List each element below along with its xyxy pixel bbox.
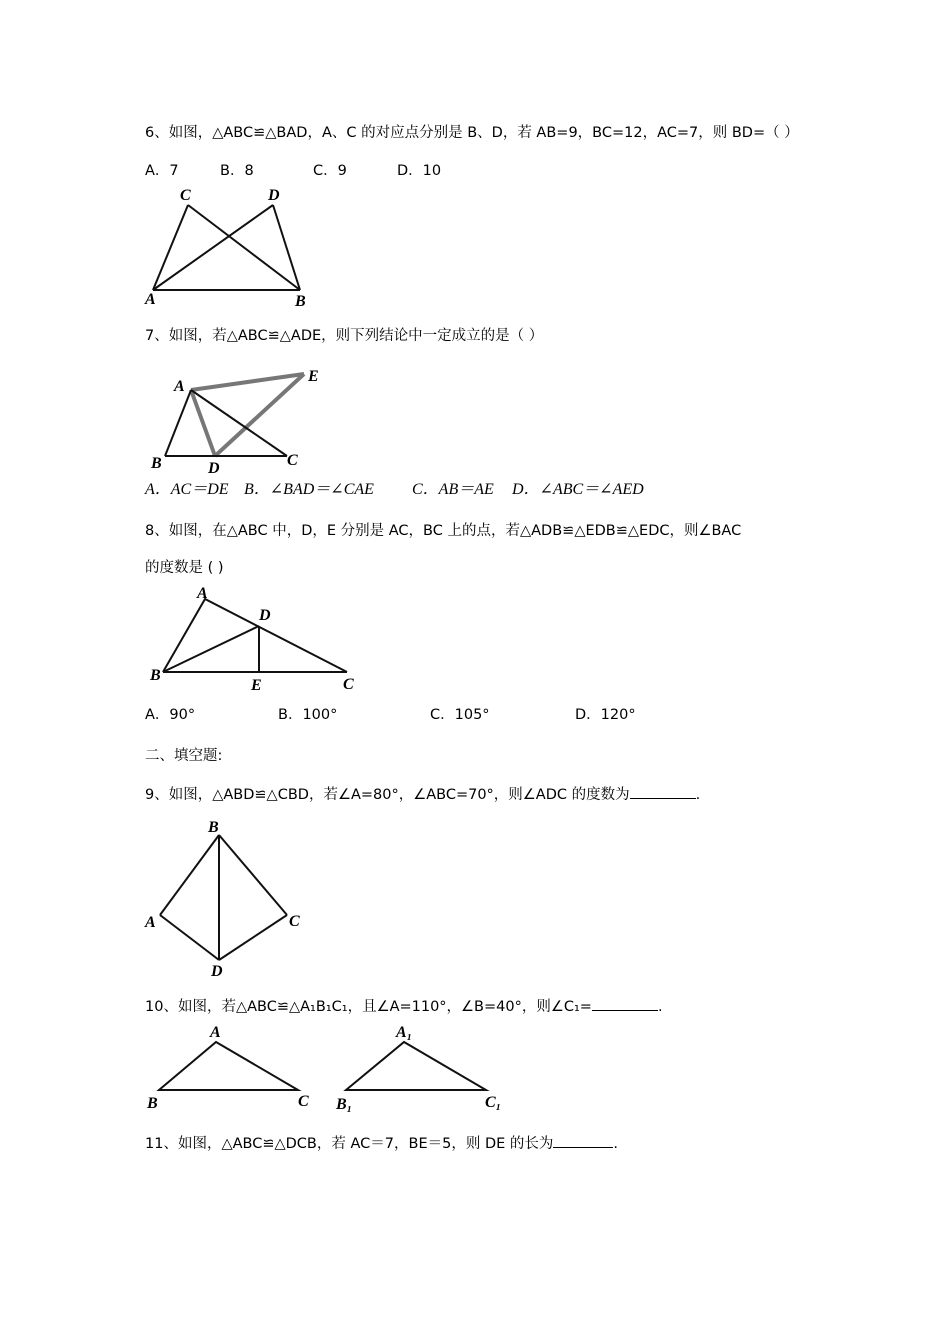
q8-option-a: A．90° <box>145 707 196 723</box>
q10-triangle-a1b1c1 <box>346 1042 486 1090</box>
q9-label-c: C <box>289 913 300 930</box>
q7-label-c: C <box>287 452 298 469</box>
q9-stem-end: . <box>695 787 701 803</box>
q6-label-d: D <box>268 187 280 204</box>
q8-option-b: B．100° <box>278 707 338 723</box>
q7-label-d: D <box>208 460 220 477</box>
q8-label-e: E <box>251 677 262 694</box>
q9-label-d: D <box>211 963 223 980</box>
q7-option-b-text: B．∠BAD＝∠CAE <box>244 481 374 498</box>
q8-stem-line1: 8、如图，在△ABC 中，D，E 分别是 AC，BC 上的点，若△ADB≌△EDB≌△EDC，则∠BAC <box>145 523 742 539</box>
q7-option-a-text: A．AC＝DE <box>145 481 229 498</box>
q9-stem-text: 9、如图，△ABD≌△CBD，若∠A=80°，∠ABC=70°，则∠ADC 的度数为 <box>145 787 630 803</box>
q10-label-c1: C₁ <box>485 1094 502 1111</box>
q10-stem-text: 10、如图，若△ABC≌△A₁B₁C₁，且∠A=110°，∠B=40°，则∠C₁= <box>145 999 592 1015</box>
q10-label-a1: A₁ <box>396 1024 413 1041</box>
q6-label-a: A <box>145 291 156 308</box>
q8-label-d: D <box>259 607 271 624</box>
q10-label-c: C <box>298 1093 309 1110</box>
q6-option-d: D．10 <box>397 163 442 179</box>
q10-label-a: A <box>210 1024 221 1041</box>
q8-label-b: B <box>150 667 161 684</box>
section-heading: 二、填空题: <box>145 748 223 764</box>
q8-label-c: C <box>343 676 354 693</box>
q7-label-a: A <box>174 378 185 395</box>
q11-answer-blank[interactable] <box>553 1133 613 1148</box>
q10-triangle-abc <box>159 1042 298 1090</box>
q8-option-c: C．105° <box>430 707 490 723</box>
q11-stem-end: . <box>613 1136 618 1152</box>
q6-option-b: B．8 <box>220 163 254 179</box>
q9-label-a: A <box>145 914 156 931</box>
q10-stem-end: . <box>657 999 663 1015</box>
q6-label-b: B <box>295 293 306 310</box>
q7-label-e: E <box>308 368 319 385</box>
q8-stem-line2: 的度数是 ( ) <box>145 560 224 576</box>
q10-label-b: B <box>147 1095 158 1112</box>
q6-stem: 6、如图，△ABC≌△BAD，A、C 的对应点分别是 B、D，若 AB=9，BC=12，AC=7，则 BD=（ ） <box>145 125 799 141</box>
q6-label-c: C <box>180 187 191 204</box>
q8-option-d: D．120° <box>575 707 636 723</box>
q7-option-d-text: D．∠ABC＝∠AED <box>512 481 644 498</box>
q6-option-c: C．9 <box>313 163 347 179</box>
q7-stem: 7、如图，若△ABC≌△ADE，则下列结论中一定成立的是（ ） <box>145 328 544 344</box>
q11-stem <box>145 1133 618 1154</box>
q11-stem-text: 11、如图，△ABC≌△DCB，若 AC＝7，BE＝5，则 DE 的长为 <box>145 1136 554 1152</box>
q10-label-b1: B₁ <box>336 1096 353 1113</box>
q9-label-b: B <box>208 819 219 836</box>
q7-option-c-text: C．AB＝AE <box>412 481 494 498</box>
q6-option-a: A．7 <box>145 163 179 179</box>
q8-label-a: A <box>197 585 208 602</box>
q7-label-b: B <box>151 455 162 472</box>
